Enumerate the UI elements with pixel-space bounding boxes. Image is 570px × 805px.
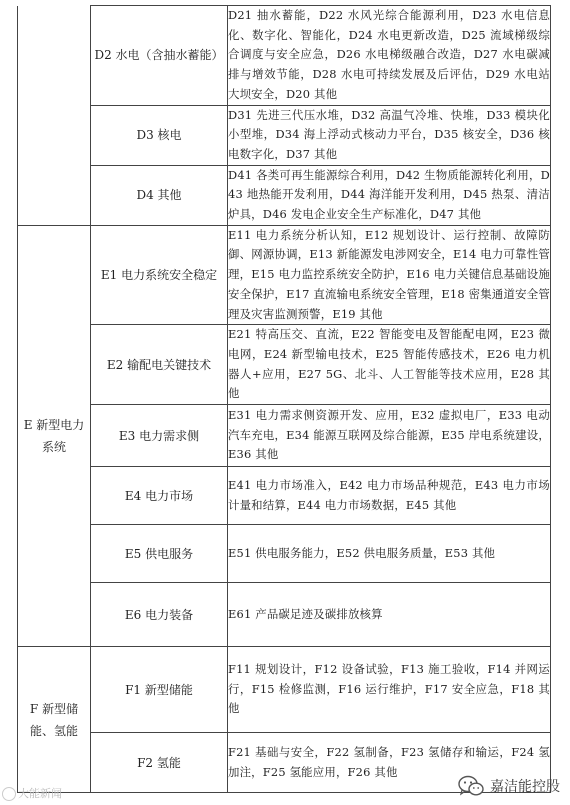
wechat-icon	[458, 775, 484, 797]
table-row	[18, 647, 551, 733]
subcategory-cell: D4 其他	[91, 165, 228, 225]
subcategory-cell: E3 电力需求侧	[91, 405, 228, 467]
subcategory-cell: E4 电力市场	[91, 467, 228, 525]
description-cell: E11 电力系统分析认知，E12 规划设计、运行控制、故障防御、网源协调，E13 新能源发电涉网安全，E14 电力可靠性管理，E15 电力监控系统安全防护，E16 电力关键信息基础设施安全保护，E17 直流输电系统安全管理，E18 密集通道安全管理及灾害监测预警，E19 其他	[228, 225, 551, 325]
wechat-watermark	[458, 775, 560, 797]
watermark-left-text: 大能新闻	[18, 787, 62, 800]
table-row	[18, 225, 551, 325]
description-cell: E61 产品碳足迹及碳排放核算	[228, 583, 551, 647]
subcategory-cell: E6 电力装备	[91, 583, 228, 647]
category-cell-f: F 新型储能、氢能	[18, 647, 91, 793]
subcategory-cell: D2 水电（含抽水蓄能）	[91, 6, 228, 106]
watermark-source	[2, 785, 62, 801]
table-row	[18, 165, 551, 225]
subcategory-cell: D3 核电	[91, 105, 228, 165]
subcategory-cell: E5 供电服务	[91, 525, 228, 583]
table-row	[18, 405, 551, 467]
table-row	[18, 6, 551, 106]
subcategory-cell: F1 新型储能	[91, 647, 228, 733]
description-cell: D41 各类可再生能源综合利用，D42 生物质能源转化利用，D43 地热能开发利用，D44 海洋能开发利用，D45 热泵、清洁炉具，D46 发电企业安全生产标准化，D47 其他	[228, 165, 551, 225]
table-row	[18, 467, 551, 525]
description-cell: E31 电力需求侧资源开发、应用，E32 虚拟电厂，E33 电动汽车充电，E34 能源互联网及综合能源，E35 岸电系统建设，E36 其他	[228, 405, 551, 467]
category-cell-e: E 新型电力系统	[18, 225, 91, 646]
category-cell-d	[18, 6, 91, 226]
description-cell: F21 基础与安全，F22 氢制备，F23 氢储存和输运，F24 氢加注，F25 氢能应用，F26 其他	[228, 733, 551, 793]
description-cell: F11 规划设计，F12 设备试验，F13 施工验收，F14 并网运行，F15 检修监测，F16 运行维护，F17 安全应急，F18 其他	[228, 647, 551, 733]
table-row	[18, 105, 551, 165]
table-row	[18, 583, 551, 647]
category-table	[17, 5, 551, 793]
table-row	[18, 325, 551, 405]
description-cell: E51 供电服务能力，E52 供电服务质量，E53 其他	[228, 525, 551, 583]
description-cell: E41 电力市场准入，E42 电力市场品种规范，E43 电力市场计量和结算，E44 电力市场数据，E45 其他	[228, 467, 551, 525]
table-row	[18, 525, 551, 583]
description-cell: E21 特高压交、直流，E22 智能变电及智能配电网，E23 微电网，E24 新型输电技术，E25 智能传感技术，E26 电力机器人+应用，E27 5G、北斗、人工智能等技术应用，E28 其他	[228, 325, 551, 405]
watermark-logo-icon	[2, 787, 16, 801]
wechat-account-name: 嘉洁能控股	[490, 779, 560, 795]
subcategory-cell: E1 电力系统安全稳定	[91, 225, 228, 325]
description-cell: D21 抽水蓄能，D22 水风光综合能源利用，D23 水电信息化、数字化、智能化，D24 水电更新改造，D25 流域梯级综合调度与安全应急，D26 水电梯级融合改造，D27 水电碳减排与增效节能，D28 水电可持续发展及后评估，D29 水电站大坝安全，D20 其他	[228, 6, 551, 106]
description-cell: D31 先进三代压水堆，D32 高温气冷堆、快堆，D33 模块化小型堆，D34 海上浮动式核动力平台，D35 核安全，D36 核电数字化，D37 其他	[228, 105, 551, 165]
subcategory-cell: F2 氢能	[91, 733, 228, 793]
subcategory-cell: E2 输配电关键技术	[91, 325, 228, 405]
